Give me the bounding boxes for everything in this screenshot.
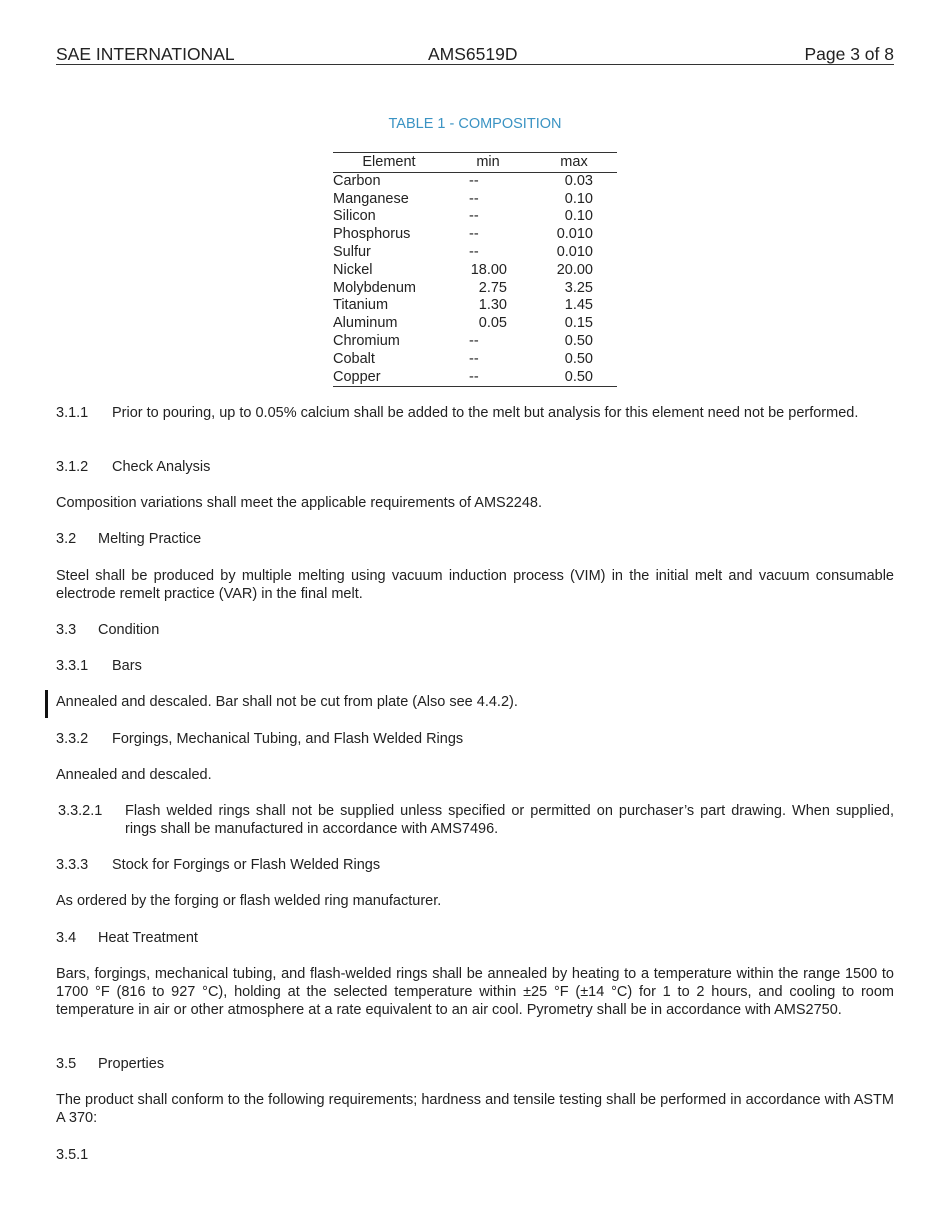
cell-element: Phosphorus [333,226,411,243]
section-3-3-2-1-number: 3.3.2.1 [58,803,103,819]
cell-max-value: 20.00 [556,261,593,278]
cell-element: Sulfur [333,243,371,260]
cell-min [445,315,531,333]
cell-min [445,262,531,280]
section-3-5-body: The product shall conform to the following requirements; hardness and tensile testing shall be performed in accordance with ASTM A 370: [56,1092,894,1126]
cell-min [445,369,531,387]
cell-min-value: -- [469,208,479,225]
cell-max-value: 3.25 [564,279,593,296]
cell-min [445,244,531,262]
page-header [56,44,894,65]
cell-max-value: 0.03 [564,172,593,189]
section-number: 3.3.1 [56,658,89,674]
cell-element: Nickel [333,261,373,278]
section-3-3-2-1-text: Flash welded rings shall not be supplied unless specified or permitted on purchaser’s part drawing. When supplied, rings shall be manufactured in accordance with AMS7496. [125,803,894,837]
section-number: 3.2 [56,531,77,547]
table-header-row [333,153,617,173]
composition-table [333,152,617,387]
cell-max [531,333,617,351]
section-number: 3.5 [56,1056,77,1072]
cell-min-value: 1.30 [478,297,507,314]
cell-max [531,351,617,369]
cell-min-value: -- [469,368,479,385]
cell-max [531,172,617,190]
cell-max [531,369,617,387]
revision-change-bar [45,690,48,718]
section-3-4-heading [56,930,198,948]
cell-element: Aluminum [333,315,398,332]
cell-max-value: 0.15 [564,315,593,332]
cell-max [531,191,617,209]
cell-max [531,208,617,226]
section-3-2-body: Steel shall be produced by multiple melting using vacuum induction process (VIM) in the initial melt and vacuum consumable electrode remelt practice (VAR) in the final melt. [56,568,894,602]
cell-element: Molybdenum [333,279,417,296]
table-row [333,315,617,333]
cell-min-value: -- [469,226,479,243]
cell-element: Carbon [333,172,381,189]
section-title: Stock for Forgings or Flash Welded Rings [112,857,381,873]
section-number: 3.3 [56,622,77,638]
table-row [333,351,617,369]
cell-max-value: 0.50 [564,332,593,349]
cell-element: Cobalt [333,350,375,367]
cell-max [531,315,617,333]
cell-min-value: -- [469,332,479,349]
table-body [333,172,617,387]
section-title: Forgings, Mechanical Tubing, and Flash Welded Rings [112,731,464,747]
header-page-number: Page 3 of 8 [804,44,894,64]
cell-max-value: 0.010 [556,226,593,243]
section-title: Properties [98,1056,165,1072]
section-title: Melting Practice [98,531,202,547]
cell-element: Chromium [333,332,400,349]
section-title: Heat Treatment [98,930,198,946]
table-row [333,244,617,262]
cell-min-value: 2.75 [478,279,507,296]
section-3-1-2-heading [56,459,210,477]
table-row [333,297,617,315]
section-title: Check Analysis [112,459,211,475]
table-row [333,369,617,387]
cell-max-value: 1.45 [564,297,593,314]
cell-max [531,244,617,262]
section-number: 3.3.2 [56,731,89,747]
cell-max-value: 0.010 [556,243,593,260]
cell-max-value: 0.50 [564,368,593,385]
section-3-3-1-body: Annealed and descaled. Bar shall not be cut from plate (Also see 4.4.2). [56,694,518,710]
table-row [333,191,617,209]
cell-element: Copper [333,369,445,387]
section-title: Bars [112,658,142,674]
cell-min-value: 18.00 [470,261,507,278]
section-3-3-heading [56,622,159,640]
section-3-3-3-body: As ordered by the forging or flash welded ring manufacturer. [56,893,442,909]
cell-min [445,351,531,369]
cell-min [445,333,531,351]
section-title: Condition [98,622,160,638]
table-row [333,172,617,190]
cell-element: Titanium [333,297,389,314]
table-row [333,262,617,280]
cell-min-value: -- [469,172,479,189]
cell-max [531,262,617,280]
column-header-min: min [445,153,531,173]
section-3-3-2-heading [56,731,463,749]
cell-min [445,172,531,190]
table-title: TABLE 1 - COMPOSITION [388,116,562,132]
header-org: SAE INTERNATIONAL [56,44,235,64]
column-header-element: Element [333,153,445,173]
section-number: 3.4 [56,930,77,946]
cell-min [445,280,531,298]
cell-min-value: 0.05 [478,315,507,332]
section-3-1-2-body: Composition variations shall meet the applicable requirements of AMS2248. [56,495,543,511]
cell-min-value: -- [469,190,479,207]
cell-min [445,191,531,209]
cell-max-value: 0.10 [564,208,593,225]
section-number: 3.5.1 [56,1147,89,1163]
table-row [333,226,617,244]
cell-min-value: -- [469,350,479,367]
section-number: 3.3.3 [56,857,89,873]
cell-element: Manganese [333,190,409,207]
section-3-3-3-heading [56,857,380,875]
section-3-3-1-heading [56,658,142,676]
section-3-2-heading [56,531,201,549]
cell-min [445,208,531,226]
section-3-5-1-heading [56,1147,88,1165]
section-3-1-1-text: Prior to pouring, up to 0.05% calcium shall be added to the melt but analysis for this element need not be performed. [112,405,859,421]
cell-max-value: 0.10 [564,190,593,207]
cell-max [531,226,617,244]
cell-max-value: 0.50 [564,350,593,367]
table-row [333,280,617,298]
cell-max [531,280,617,298]
column-header-max: max [531,153,617,173]
header-doc-number: AMS6519D [428,44,518,64]
cell-min [445,226,531,244]
section-3-3-2-body: Annealed and descaled. [56,767,212,783]
cell-element: Silicon [333,208,376,225]
cell-max [531,297,617,315]
cell-min [445,297,531,315]
section-3-5-heading [56,1056,164,1074]
table-row [333,333,617,351]
section-3-1-1-number: 3.1.1 [56,405,89,421]
section-number: 3.1.2 [56,459,89,475]
section-3-4-body: Bars, forgings, mechanical tubing, and flash-welded rings shall be annealed by heating to a temperature within the range 1500 to 1700 °F (816 to 927 °C), holding at the selected temperature within ±25 °F (±14 °C) for 1 to 2 hours, and cooling to room temperature in air or other atmosphere at a rate equivalent to an air cool. Pyrometry shall be in accordance with AMS2750. [56,966,894,1018]
table-row [333,208,617,226]
cell-min-value: -- [469,243,479,260]
